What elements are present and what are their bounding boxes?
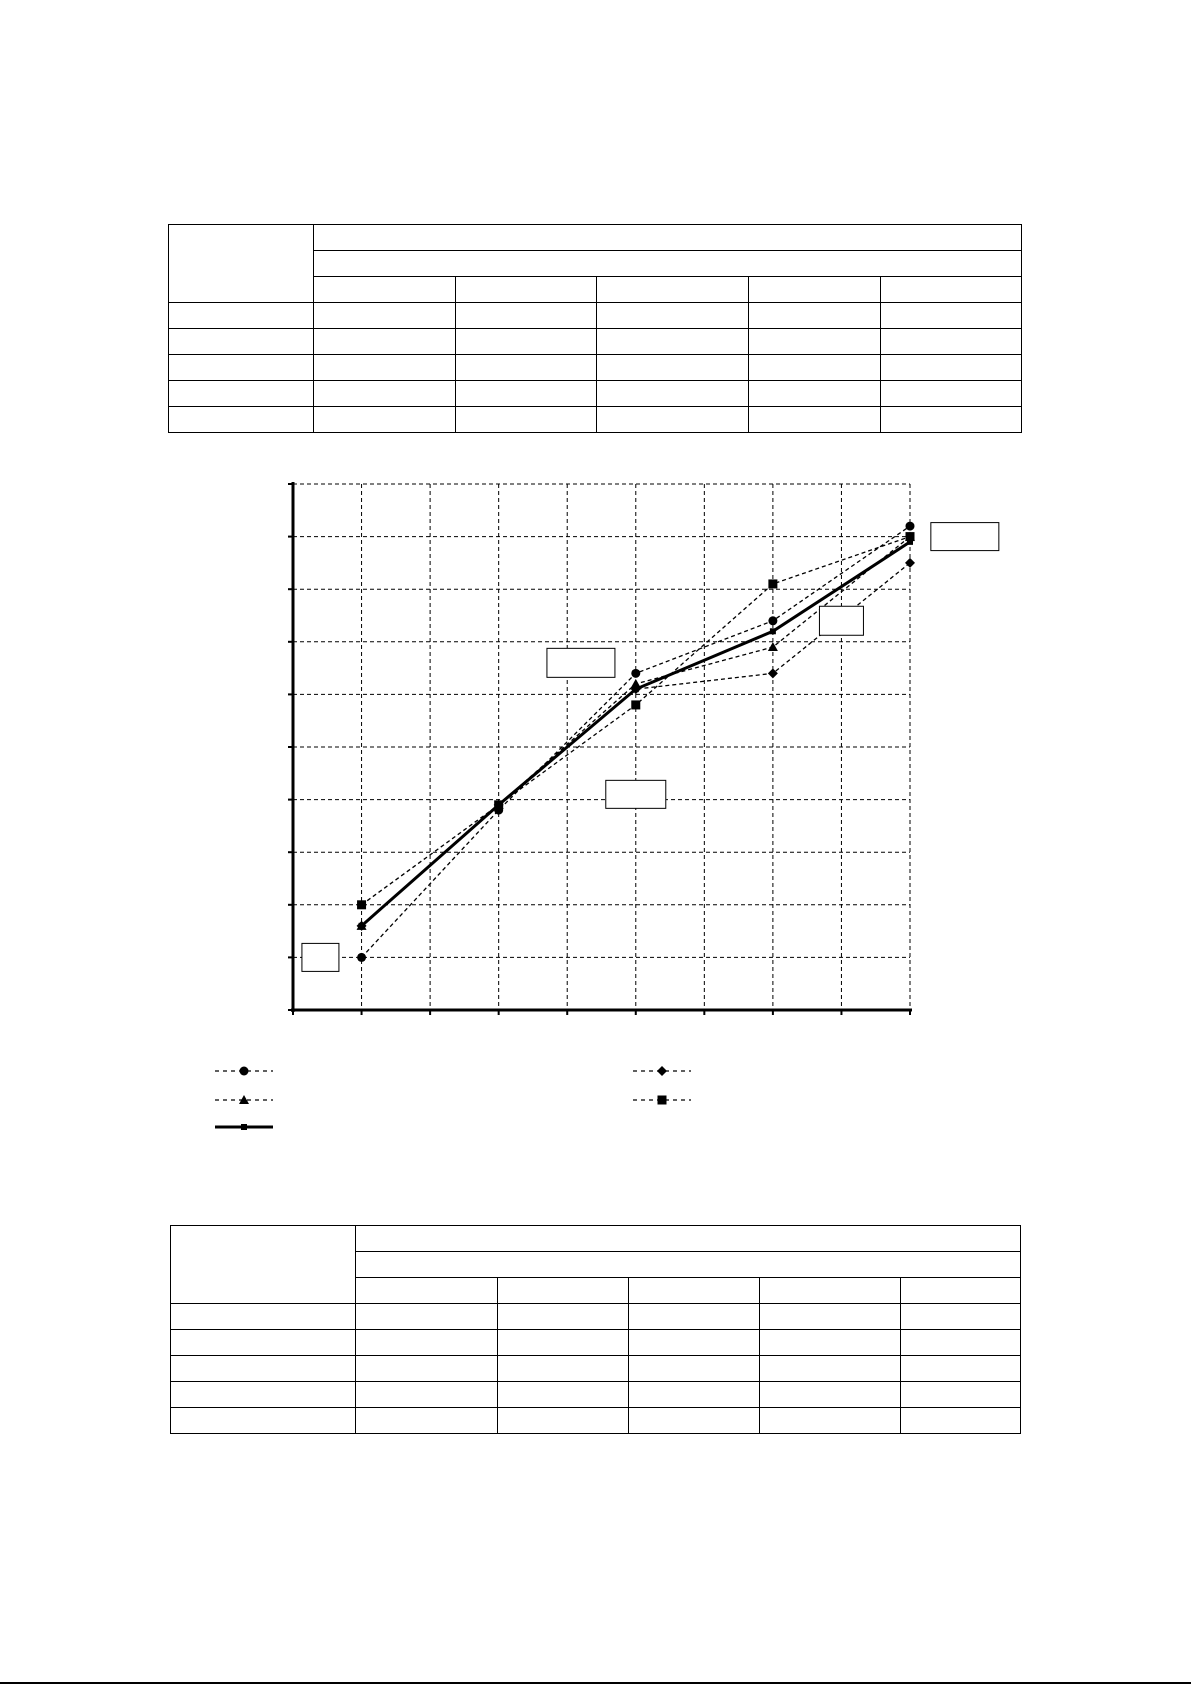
- legend-item: [633, 1096, 691, 1105]
- data-point-small-square: [241, 1124, 247, 1130]
- page-bottom-rule: [0, 1682, 1191, 1684]
- table-cell: [760, 1382, 901, 1408]
- series-3: [357, 532, 914, 909]
- table-row: [171, 1304, 1021, 1330]
- legend-item: [633, 1066, 691, 1076]
- table-cell: [901, 1304, 1021, 1330]
- table-cell: [498, 1356, 629, 1382]
- table-cell: [629, 1304, 760, 1330]
- table-cell: [498, 1330, 629, 1356]
- data-point-small-square: [907, 539, 913, 545]
- table-cell: [356, 1408, 498, 1434]
- chart-series: [357, 522, 915, 962]
- data-point-square: [631, 700, 640, 709]
- annotation-box: [547, 648, 615, 677]
- legend-item: [215, 1124, 273, 1130]
- data-point-circle: [240, 1067, 249, 1076]
- table-header-cell: [356, 1226, 1021, 1252]
- table-cell: [629, 1356, 760, 1382]
- annotation-box: [302, 943, 339, 971]
- table-cell: [760, 1330, 901, 1356]
- table-header-cell: [356, 1278, 498, 1304]
- table-cell: [498, 1408, 629, 1434]
- table-row: [171, 1408, 1021, 1434]
- table-cell: [356, 1356, 498, 1382]
- table-cell: [760, 1356, 901, 1382]
- chart-legend: [215, 1066, 691, 1130]
- table-cell: [356, 1330, 498, 1356]
- data-point-diamond: [905, 558, 915, 568]
- series-0: [357, 522, 914, 962]
- table-cell: [760, 1304, 901, 1330]
- table-cell: [629, 1330, 760, 1356]
- table-row: [171, 1382, 1021, 1408]
- table-corner-cell: [171, 1226, 356, 1304]
- table-header-cell: [901, 1278, 1021, 1304]
- data-point-circle: [768, 616, 777, 625]
- table-header-cell: [760, 1278, 901, 1304]
- legend-item: [215, 1095, 273, 1104]
- data-point-square: [357, 900, 366, 909]
- data-point-small-square: [633, 686, 639, 692]
- data-point-small-square: [359, 923, 365, 929]
- legend-item: [215, 1067, 273, 1076]
- table-cell: [356, 1304, 498, 1330]
- annotation-box: [931, 523, 999, 551]
- data-point-circle: [906, 522, 915, 531]
- table-header-cell: [356, 1252, 1021, 1278]
- data-point-square: [768, 579, 777, 588]
- table-header-cell: [629, 1278, 760, 1304]
- annotation-box: [819, 606, 863, 635]
- table-row: [171, 1330, 1021, 1356]
- table-cell: [171, 1408, 356, 1434]
- table-cell: [901, 1356, 1021, 1382]
- table-cell: [901, 1382, 1021, 1408]
- bottom-data-table: [170, 1225, 1021, 1434]
- table-cell: [760, 1408, 901, 1434]
- table-cell: [901, 1330, 1021, 1356]
- table-cell: [171, 1356, 356, 1382]
- data-point-square: [658, 1096, 667, 1105]
- table-cell: [629, 1382, 760, 1408]
- table-cell: [356, 1382, 498, 1408]
- data-point-circle: [357, 953, 366, 962]
- annotation-box: [606, 780, 666, 808]
- table-cell: [901, 1408, 1021, 1434]
- table-cell: [498, 1382, 629, 1408]
- data-point-circle: [631, 669, 640, 678]
- table-cell: [171, 1330, 356, 1356]
- table-row: [171, 1356, 1021, 1382]
- table-cell: [171, 1382, 356, 1408]
- table-cell: [171, 1304, 356, 1330]
- table-cell: [498, 1304, 629, 1330]
- table-header-cell: [498, 1278, 629, 1304]
- data-point-diamond: [657, 1066, 667, 1076]
- data-point-small-square: [496, 802, 502, 808]
- table-cell: [629, 1408, 760, 1434]
- data-point-small-square: [770, 628, 776, 634]
